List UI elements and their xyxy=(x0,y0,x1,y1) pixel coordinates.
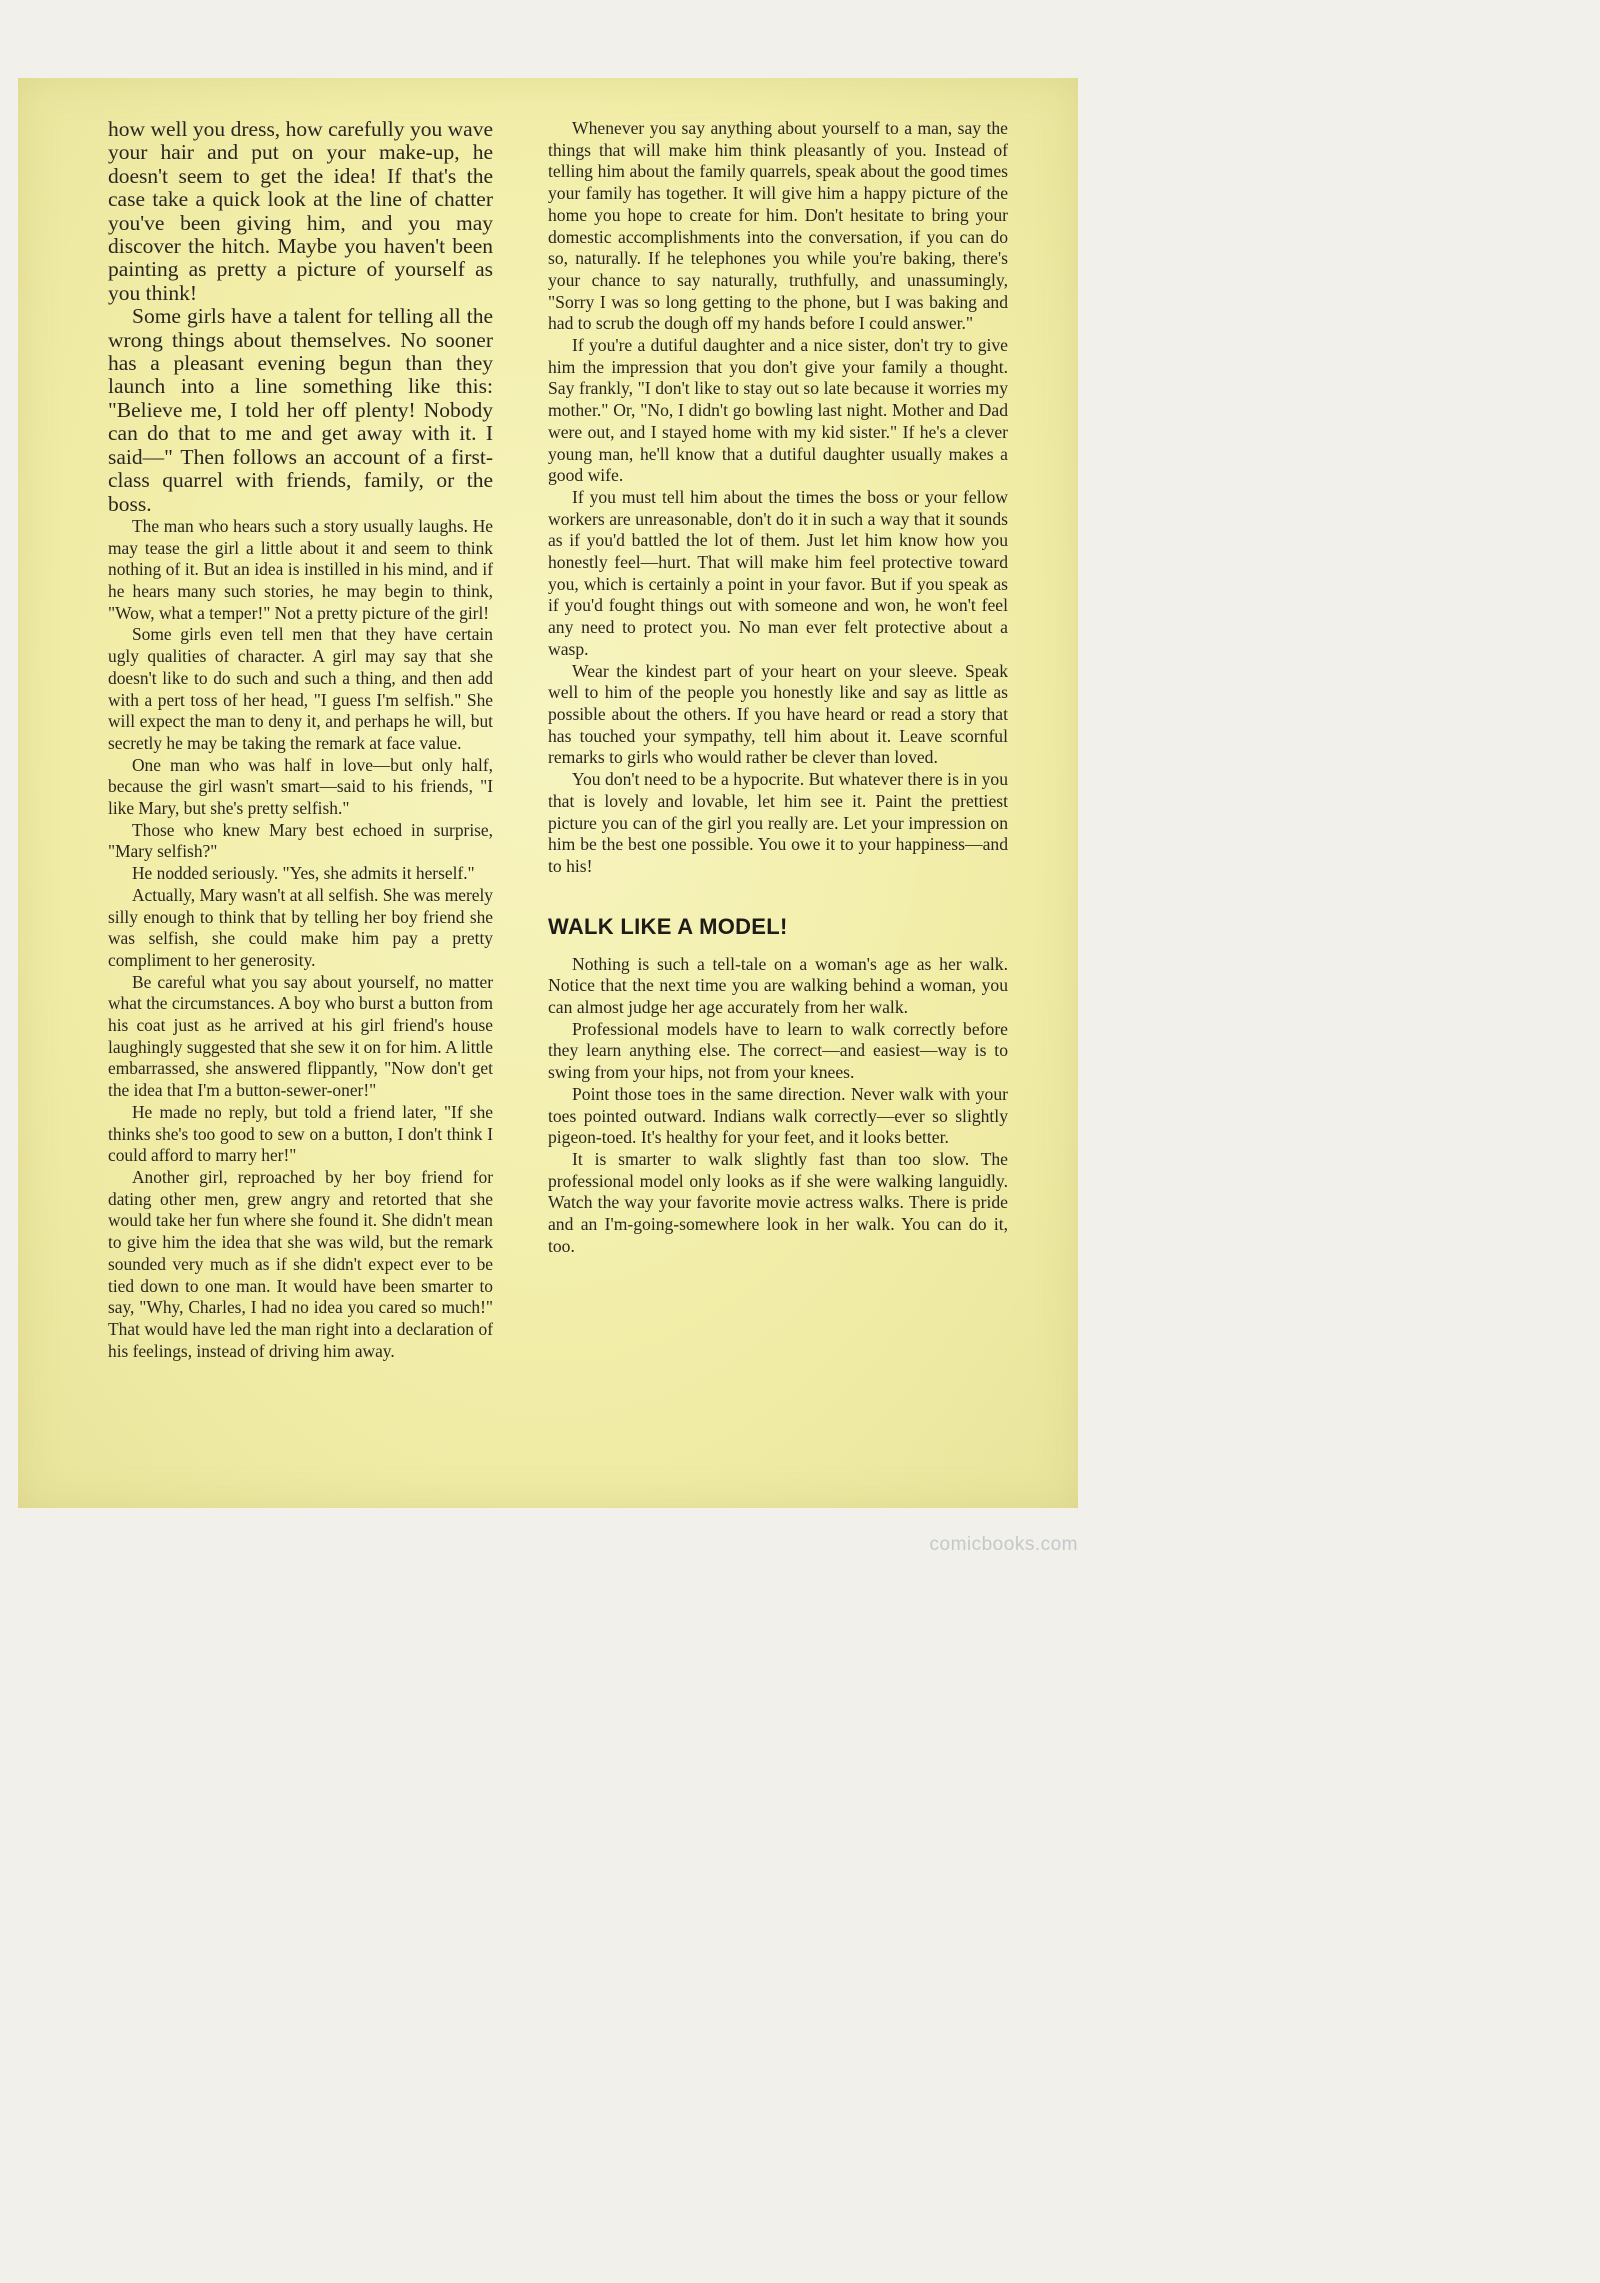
paragraph: If you must tell him about the times the boss or your fellow workers are unreasonable, don't do it in such a way that it sounds as if you'd battled the lot of them. Just let him know how you honestly feel—hurt. That will make him feel protective toward you, which is certainly a point in your favor. But if you speak as if you'd fought things out with someone and won, he won't feel any need to protect you. No man ever felt protective about a wasp. xyxy=(548,486,1008,659)
paragraph: Professional models have to learn to walk correctly before they learn anything else. The correct—and easiest—way is to swing from your hips, not from your knees. xyxy=(548,1018,1008,1083)
paragraph: Point those toes in the same direction. Never walk with your toes pointed outward. Indians walk correctly—ever so slightly pigeon-toed. It's healthy for your feet, and it looks better. xyxy=(548,1083,1008,1148)
left-column xyxy=(108,118,493,1362)
paragraph: Be careful what you say about yourself, no matter what the circumstances. A boy who burst a button from his coat just as he arrived at his girl friend's house laughingly suggested that she sew it on for him. A little embarrassed, she answered flippantly, "Now don't get the idea that I'm a button-sewer-oner!" xyxy=(108,971,493,1101)
paragraph: Nothing is such a tell-tale on a woman's age as her walk. Notice that the next time you are walking behind a woman, you can almost judge her age accurately from her walk. xyxy=(548,953,1008,1018)
section-heading: WALK LIKE A MODEL! xyxy=(548,913,788,939)
paragraph: Whenever you say anything about yourself to a man, say the things that will make him think pleasantly of you. Instead of telling him about the family quarrels, speak about the good times your family has together. It will give him a happy picture of the home you hope to create for him. Don't hesitate to bring your domestic accomplishments into the conversation, if you can do so, naturally. If he telephones you while you're baking, there's your chance to say naturally, truthfully, and unassumingly, "Sorry I was so long getting to the phone, but I was baking and had to scrub the dough off my hands before I could answer." xyxy=(548,118,1008,334)
paragraph: Actually, Mary wasn't at all selfish. She was merely silly enough to think that by telling her boy friend she was selfish, she could make him pay a pretty compliment to her generosity. xyxy=(108,884,493,970)
paragraph: He nodded seriously. "Yes, she admits it herself." xyxy=(132,863,475,884)
paragraph: Those who knew Mary best echoed in surprise, "Mary selfish?" xyxy=(108,819,493,862)
paragraph: He made no reply, but told a friend later, "If she thinks she's too good to sew on a button, I don't think I could afford to marry her!" xyxy=(108,1101,493,1166)
paragraph: You don't need to be a hypocrite. But whatever there is in you that is lovely and lovable, let him see it. Paint the prettiest picture you can of the girl you really are. Let your impression on him be the best one possible. You owe it to your happiness—and to his! xyxy=(548,769,1008,876)
paragraph: If you're a dutiful daughter and a nice sister, don't try to give him the impression that you don't give your family a thought. Say frankly, "I don't like to stay out so late because it worries my mother." Or, "No, I didn't go bowling last night. Mother and Dad were out, and I stayed home with my kid sister." If he's a clever young man, he'll know that a dutiful daughter usually makes a good wife. xyxy=(548,335,1008,486)
paragraph: One man who was half in love—but only half, because the girl wasn't smart—said to his friends, "I like Mary, but she's pretty selfish." xyxy=(108,754,493,819)
site-watermark: comicbooks.com xyxy=(929,1534,1078,1555)
paragraph: It is smarter to walk slightly fast than too slow. The professional model only looks as if she were walking languidly. Watch the way your favorite movie actress walks. There is pride and an I'm-going-somewhere look in her walk. You can do it, too. xyxy=(548,1148,1008,1256)
paragraph: Wear the kindest part of your heart on your sleeve. Speak well to him of the people you honestly like and say as little as possible about the others. If you have heard or read a story that has touched your sympathy, tell him about it. Leave scornful remarks to girls who would rather be clever than loved. xyxy=(548,660,1008,768)
paragraph: Some girls have a talent for telling all the wrong things about themselves. No sooner has a pleasant evening begun than they launch into a line something like this: "Believe me, I told her off plenty! Nobody can do that to me and get away with it. I said—" Then follows an account of a first-class quarrel with friends, family, or the boss. xyxy=(108,304,493,516)
paragraph: The man who hears such a story usually laughs. He may tease the girl a little about it and seem to think nothing of it. But an idea is instilled in his mind, and if he hears many such stories, he may begin to think, "Wow, what a temper!" Not a pretty picture of the girl! xyxy=(108,515,493,623)
magazine-page xyxy=(18,78,1078,1508)
paragraph: Some girls even tell men that they have certain ugly qualities of character. A girl may say that she doesn't like to do such and such a thing, and then add with a pert toss of her head, "I guess I'm selfish." She will expect the man to deny it, and perhaps he will, but secretly he may be taking the remark at face value. xyxy=(108,624,493,753)
paragraph: how well you dress, how carefully you wave your hair and put on your make-up, he doesn't seem to get the idea! If that's the case take a quick look at the line of chatter you've been giving him, and you may discover the hitch. Maybe you haven't been painting as pretty a picture of yourself as you think! xyxy=(108,117,493,305)
right-column xyxy=(548,118,1008,1257)
paragraph: Another girl, reproached by her boy friend for dating other men, grew angry and retorted that she would take her fun where she found it. She didn't mean to give him the idea that she was wild, but the remark sounded very much as if she didn't expect ever to be tied down to one man. It would have been smarter to say, "Why, Charles, I had no idea you cared so much!" That would have led the man right into a declaration of his feelings, instead of driving him away. xyxy=(108,1167,493,1361)
